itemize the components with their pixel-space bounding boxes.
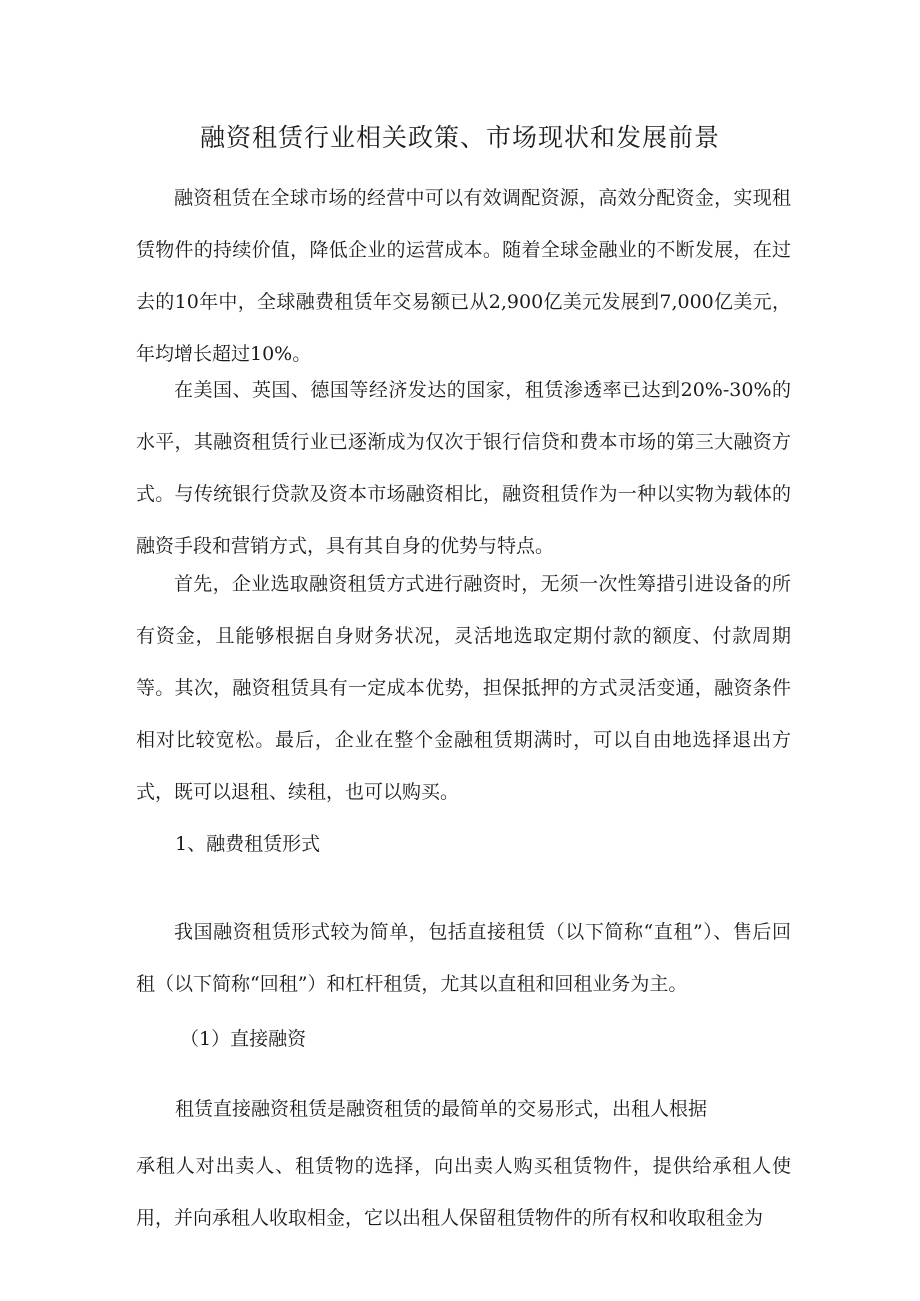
document-title: 融资租赁行业相关政策、市场现状和发展前景 <box>199 123 720 152</box>
section-heading-lease-forms: 1、融费租赁形式 <box>175 833 321 855</box>
paragraph-advantages: 首先，企业选取融资租赁方式进行融资时，无须一次性筹措引进设备的所有资金，且能够根据自身财务状况，灵活地选取定期付款的额度、付款周期等。其次，融资租赁具有一定成本优势，担保抵押的方式灵活变通，融资条件相对比较宽松。最后，企业在整个金融租赁期满时，可以自由地选择退出方式，既可以退租、续租，也可以购买。 <box>136 573 791 803</box>
paragraph-penetration-rate: 在美国、英国、德国等经济发达的国家，租赁渗透率已达到20%-30%的水平，其融资租赁行业已逐渐成为仅次于银行信贷和费本市场的第三大融资方式。与传统银行贷款及资本市场融资相比，融资租赁作为一种以实物为载体的融资手段和营销方式，具有其自身的优势与特点。 <box>136 379 791 557</box>
paragraph-global-market: 融资租赁在全球市场的经营中可以有效调配资源，高效分配资金，实现租赁物件的持续价值，降低企业的运营成本。随着全球金融业的不断发展，在过去的10年中，全球融费租赁年交易额已从2,900亿美元发展到7,000亿美元，年均增长超过10%。 <box>136 187 791 365</box>
paragraph-direct-lease-line1: 租赁直接融资租赁是融资租赁的最简单的交易形式，出租人根据 <box>175 1098 708 1120</box>
paragraph-direct-lease-continued: 承租人对出卖人、租赁物的选择，向出卖人购买租赁物件，提供给承租人使用，并向承租人收取相金，它以出租人保留租赁物件的所有权和收取租金为 <box>136 1155 791 1229</box>
subsection-heading-direct-financing: （1）直接融资 <box>180 1028 307 1050</box>
paragraph-lease-forms: 我国融资租赁形式较为简单，包括直接租赁（以下简称“直租”）、售后回租（以下简称“回租”）和杠杆租赁，尤其以直租和回租业务为主。 <box>136 921 791 995</box>
